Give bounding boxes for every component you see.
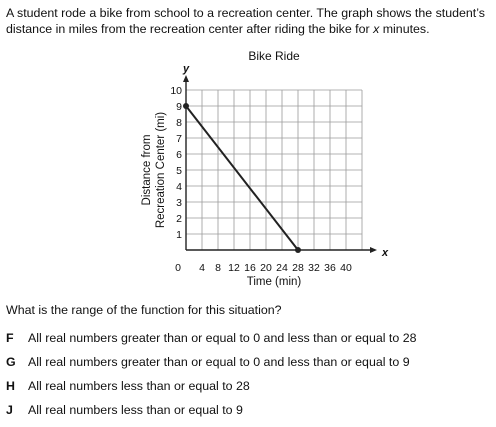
x-tick-label: 36 [324,262,336,274]
x-tick-label: 8 [215,262,221,274]
chart-labels [141,49,389,288]
x-tick-label: 20 [260,262,272,274]
series-line [186,106,298,250]
choice-letter: F [6,331,14,345]
data-point [295,247,301,253]
x-axis-letter: x [382,247,389,259]
y-tick-label: 3 [176,197,182,209]
y-axis-letter: y [182,63,190,75]
y-tick-label: 4 [176,181,182,193]
choice-text: All real numbers greater than or equal to 0 and less than or equal to 28 [28,331,417,345]
problem-statement [6,5,492,37]
x-tick-label: 16 [244,262,256,274]
choice-letter: H [6,379,15,393]
x-tick-label: 24 [276,262,288,274]
choice-text: All real numbers less than or equal to 9 [28,403,243,417]
y-axis-arrow [183,75,189,82]
x-tick-label: 32 [308,262,320,274]
answer-choice-h[interactable] [6,379,250,393]
data-point [183,103,189,109]
prompt-variable: x [373,22,380,36]
bike-ride-chart [0,46,496,296]
x-axis-arrow [370,247,377,253]
question-text: What is the range of the function for this situation? [6,303,282,317]
y-tick-label: 2 [176,213,182,225]
y-tick-label: 6 [176,149,182,161]
x-tick-label: 12 [228,262,240,274]
answer-choice-g[interactable] [6,355,410,369]
prompt-text-start: A student rode a bike from school to a recreation center. The graph shows the student’s distance in miles from the recreation center after riding the bike for [6,6,485,36]
y-axis-label-line: Distance from [141,134,153,206]
answer-choice-f[interactable] [6,331,416,345]
answer-choice-j[interactable] [6,403,243,417]
y-tick-label: 1 [176,229,182,241]
y-tick-label: 9 [176,101,182,113]
prompt-text-end: minutes. [379,22,430,36]
choice-text: All real numbers greater than or equal to 0 and less than or equal to 9 [28,355,410,369]
chart-title: Bike Ride [248,49,300,63]
choice-letter: G [6,355,16,369]
choice-letter: J [6,403,13,417]
choice-text: All real numbers less than or equal to 28 [28,379,250,393]
x-tick-label: 40 [340,262,352,274]
chart-series [183,103,301,253]
chart-grid [186,90,362,250]
y-axis-label-line: Recreation Center (mi) [155,111,167,229]
y-tick-label: 7 [176,133,182,145]
y-tick-label: 8 [176,117,182,129]
x-axis-label: Time (min) [246,276,302,288]
y-tick-label: 10 [170,85,182,97]
x-tick-label: 4 [199,262,205,274]
x-tick-label: 0 [175,262,181,274]
y-tick-label: 5 [176,165,182,177]
x-tick-label: 28 [292,262,304,274]
